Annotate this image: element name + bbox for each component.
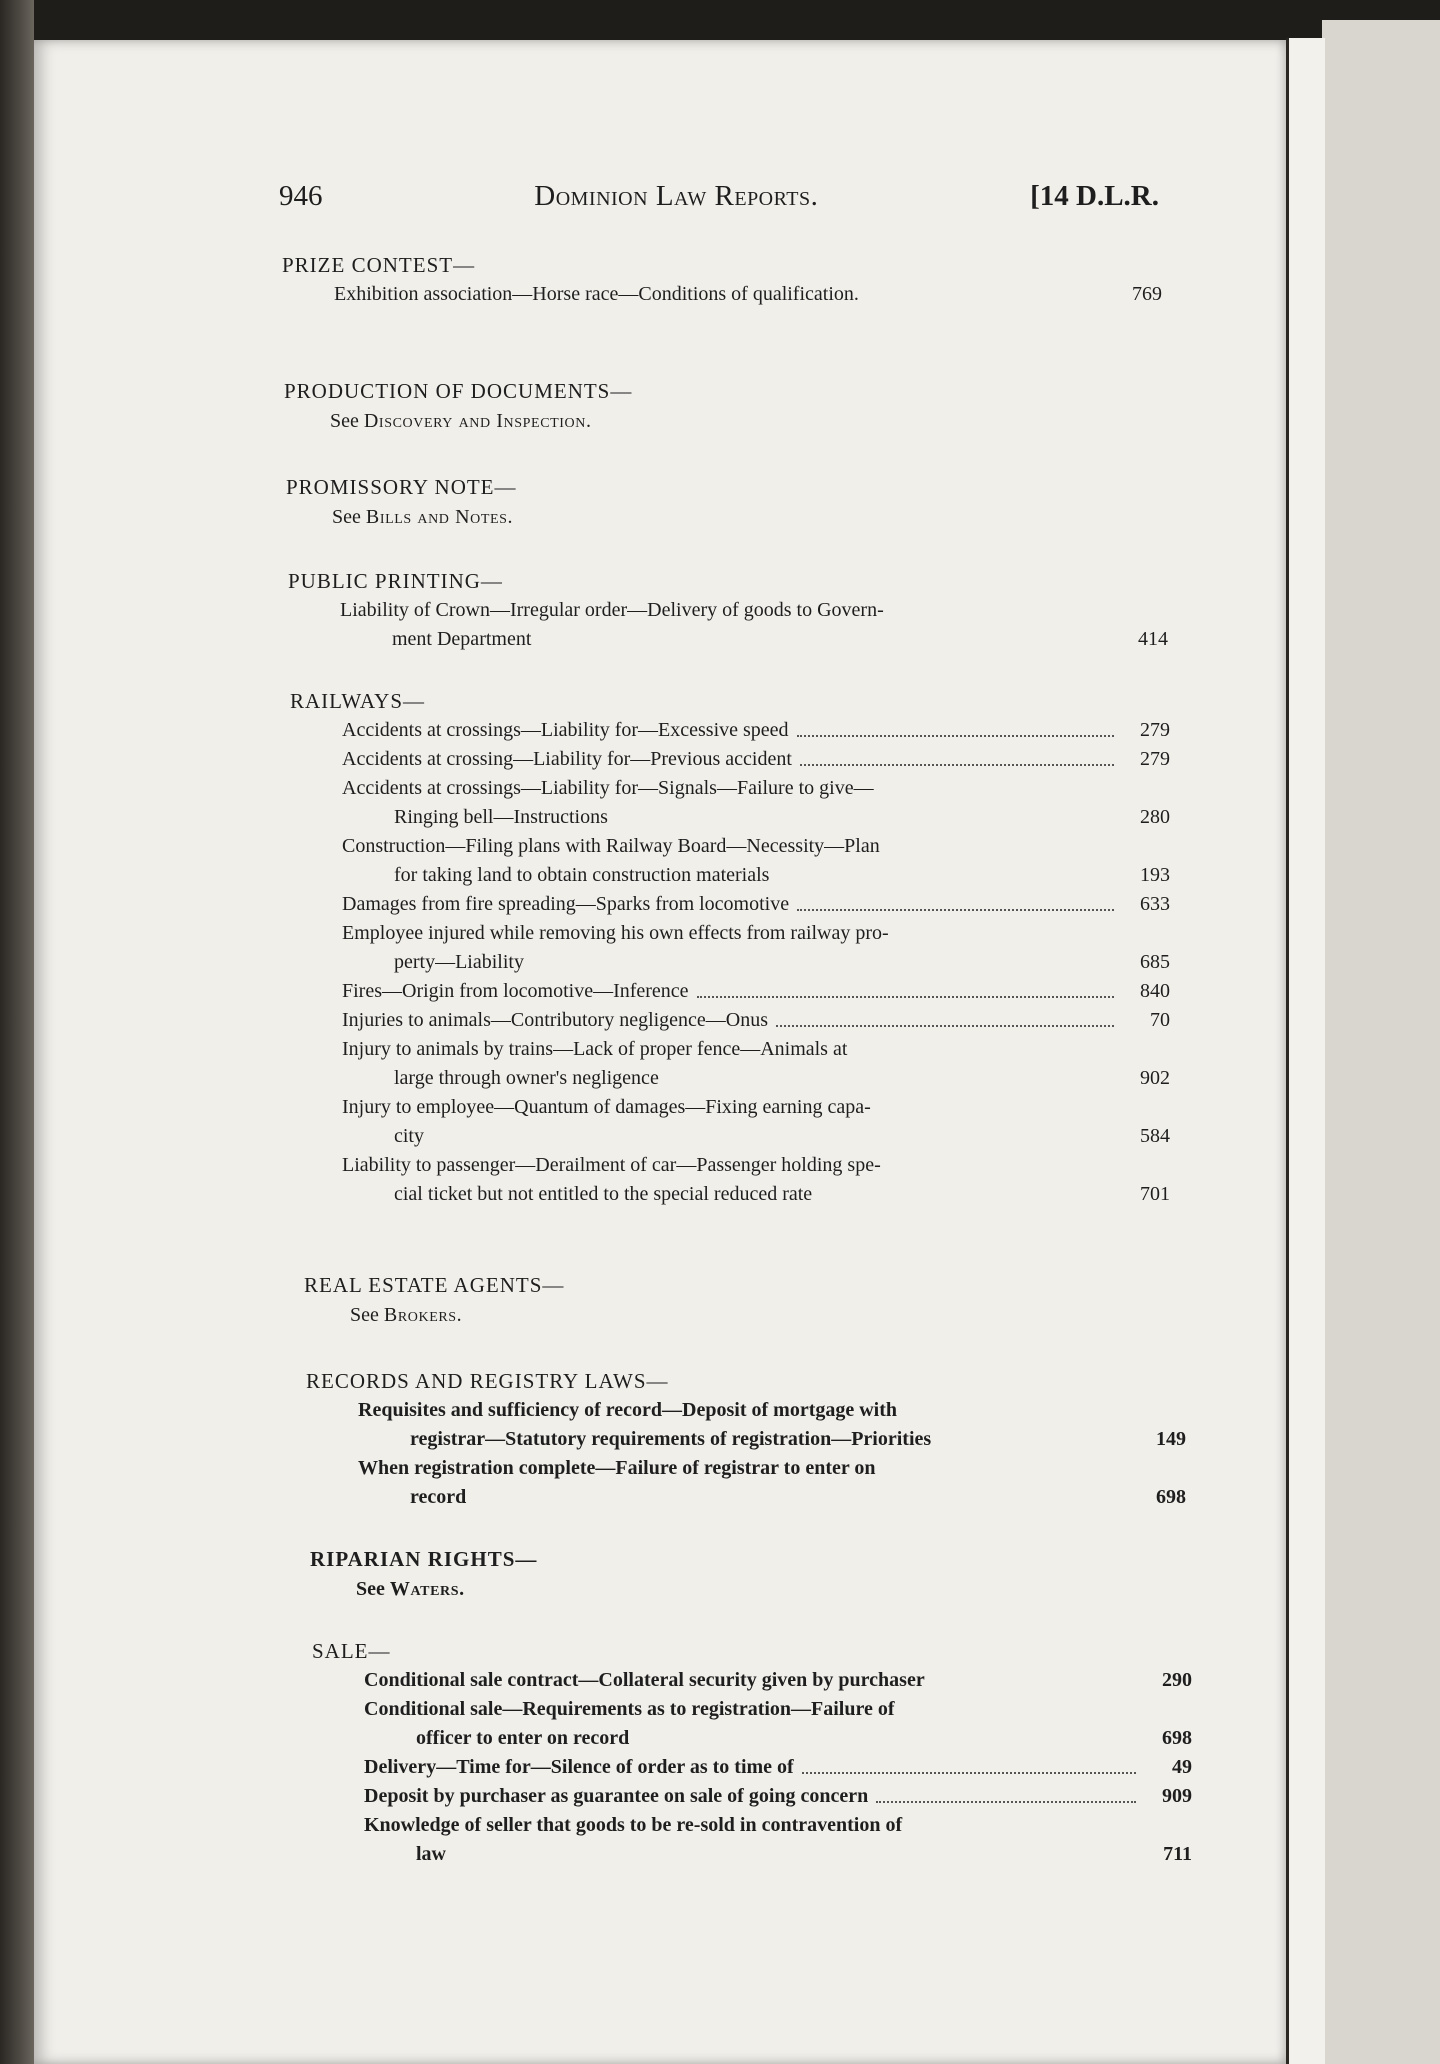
entry-line-1: Accidents at crossings—Liability for—Excessive speed xyxy=(342,719,789,741)
index-entry xyxy=(290,977,1170,1006)
entry-page: 698 xyxy=(1162,1727,1192,1749)
leader-dots xyxy=(876,1801,1136,1803)
entry-line-1: Requisites and sufficiency of record—Deposit of mortgage with xyxy=(358,1399,898,1421)
section-heading: PRODUCTION OF DOCUMENTS— xyxy=(284,379,633,403)
entry-page: 769 xyxy=(1132,283,1162,305)
index-entry xyxy=(290,890,1170,919)
see-reference: Bills and Notes. xyxy=(365,506,514,528)
index-entry xyxy=(288,596,1168,654)
leader-dots xyxy=(776,1025,1114,1027)
entry-line-2: law xyxy=(416,1843,446,1865)
entry-page: 70 xyxy=(1150,1009,1170,1031)
index-section-production-of-documents xyxy=(284,376,1164,436)
section-heading: RECORDS AND REGISTRY LAWS— xyxy=(306,1369,669,1393)
see-prefix: See xyxy=(330,410,359,432)
page-header xyxy=(279,180,1159,213)
entry-line-2: ment Department xyxy=(392,628,532,650)
entry-page: 902 xyxy=(1140,1067,1170,1089)
index-entry xyxy=(306,1396,1186,1454)
entry-line-2: registrar—Statutory requirements of registration—Priorities xyxy=(410,1428,932,1450)
entry-line-2: perty—Liability xyxy=(394,951,524,973)
index-entry xyxy=(282,280,1162,309)
see-prefix: See xyxy=(332,506,361,528)
entry-line-1: Injury to employee—Quantum of damages—Fixing earning capa- xyxy=(342,1096,871,1118)
see-reference: Waters. xyxy=(389,1578,465,1600)
section-heading: SALE— xyxy=(312,1639,391,1663)
leader-dots xyxy=(797,735,1114,737)
see-reference: Brokers. xyxy=(383,1304,463,1326)
volume-reference: [14 D.L.R. xyxy=(1030,180,1159,212)
entry-page: 290 xyxy=(1162,1669,1192,1691)
leader-dots xyxy=(802,1772,1136,1774)
index-section-public-printing xyxy=(288,566,1168,654)
entry-text: Exhibition association—Horse race—Conditions of qualification. xyxy=(334,283,859,305)
entry-page: 840 xyxy=(1140,980,1170,1002)
section-heading: PRIZE CONTEST— xyxy=(282,253,476,277)
next-page-edge xyxy=(1322,20,1440,2064)
entry-line-1: Delivery—Time for—Silence of order as to time of xyxy=(364,1756,794,1778)
index-entry xyxy=(290,919,1170,977)
entry-page: 584 xyxy=(1140,1125,1170,1147)
entry-page: 909 xyxy=(1162,1785,1192,1807)
leader-dots xyxy=(697,996,1114,998)
index-section-sale xyxy=(312,1636,1192,1869)
entry-line-2: record xyxy=(410,1486,467,1508)
entry-line-1: Conditional sale contract—Collateral security given by purchaser xyxy=(364,1669,925,1691)
index-section-railways xyxy=(290,686,1170,1209)
entry-line-1: Conditional sale—Requirements as to registration—Failure of xyxy=(364,1698,895,1720)
index-entry xyxy=(306,1454,1186,1512)
entry-line-1: When registration complete—Failure of registrar to enter on xyxy=(358,1457,876,1479)
running-title: Dominion Law Reports. xyxy=(534,180,819,212)
entry-line-1: Accidents at crossings—Liability for—Signals—Failure to give— xyxy=(342,777,874,799)
section-heading: RAILWAYS— xyxy=(290,689,426,713)
index-entry xyxy=(290,716,1170,745)
leader-dots xyxy=(800,764,1114,766)
entry-page: 280 xyxy=(1140,806,1170,828)
see-reference: Discovery and Inspection. xyxy=(363,410,592,432)
entry-line-1: Accidents at crossing—Liability for—Previous accident xyxy=(342,748,792,770)
leader-dots xyxy=(797,909,1114,911)
index-entry xyxy=(312,1753,1192,1782)
entry-line-1: Injury to animals by trains—Lack of proper fence—Animals at xyxy=(342,1038,848,1060)
see-prefix: See xyxy=(356,1578,385,1600)
entry-line-2: cial ticket but not entitled to the special reduced rate xyxy=(394,1183,813,1205)
index-entry xyxy=(312,1695,1192,1753)
page-margin-edge xyxy=(1286,38,1325,2064)
index-entry xyxy=(290,745,1170,774)
entry-page: 193 xyxy=(1140,864,1170,886)
index-entry xyxy=(290,1151,1170,1209)
entry-page: 149 xyxy=(1156,1428,1186,1450)
entry-line-1: Knowledge of seller that goods to be re-sold in contravention of xyxy=(364,1814,903,1836)
entry-page: 698 xyxy=(1156,1486,1186,1508)
entry-line-1: Employee injured while removing his own effects from railway pro- xyxy=(342,922,889,944)
scan-binding-shadow xyxy=(0,0,34,2064)
entry-page: 633 xyxy=(1140,893,1170,915)
entry-line-1: Fires—Origin from locomotive—Inference xyxy=(342,980,689,1002)
index-section-promissory-note xyxy=(286,472,1166,532)
entry-line-1: Liability to passenger—Derailment of car—Passenger holding spe- xyxy=(342,1154,881,1176)
index-section-records-and-registry-laws xyxy=(306,1366,1186,1512)
section-heading: REAL ESTATE AGENTS— xyxy=(304,1273,565,1297)
index-entry xyxy=(290,774,1170,832)
entry-page: 685 xyxy=(1140,951,1170,973)
index-entry xyxy=(312,1782,1192,1811)
entry-line-1: Damages from fire spreading—Sparks from locomotive xyxy=(342,893,790,915)
entry-page: 49 xyxy=(1172,1756,1192,1778)
entry-page: 414 xyxy=(1138,628,1168,650)
index-section-prize-contest xyxy=(282,250,1162,309)
document-page xyxy=(34,40,1286,2064)
cross-reference xyxy=(286,502,1166,532)
index-entry xyxy=(290,1093,1170,1151)
entry-line-2: Ringing bell—Instructions xyxy=(394,806,608,828)
section-heading: PROMISSORY NOTE— xyxy=(286,475,517,499)
entry-line-2: for taking land to obtain construction materials xyxy=(394,864,770,886)
cross-reference xyxy=(310,1574,1190,1604)
entry-page: 711 xyxy=(1163,1843,1192,1865)
index-entry xyxy=(290,832,1170,890)
entry-line-1: Construction—Filing plans with Railway Board—Necessity—Plan xyxy=(342,835,880,857)
entry-line-2: city xyxy=(394,1125,424,1147)
see-prefix: See xyxy=(350,1304,379,1326)
section-heading: RIPARIAN RIGHTS— xyxy=(310,1547,538,1571)
entry-page: 279 xyxy=(1140,719,1170,741)
entry-page: 279 xyxy=(1140,748,1170,770)
index-entry xyxy=(290,1035,1170,1093)
index-entry xyxy=(312,1811,1192,1869)
page-number: 946 xyxy=(279,180,323,212)
entry-line-1: Liability of Crown—Irregular order—Delivery of goods to Govern- xyxy=(340,599,884,621)
entry-page: 701 xyxy=(1140,1183,1170,1205)
entry-line-2: officer to enter on record xyxy=(416,1727,630,1749)
index-entry xyxy=(290,1006,1170,1035)
cross-reference xyxy=(304,1300,1184,1330)
section-heading: PUBLIC PRINTING— xyxy=(288,569,503,593)
entry-line-2: large through owner's negligence xyxy=(394,1067,659,1089)
entry-line-1: Deposit by purchaser as guarantee on sale of going concern xyxy=(364,1785,869,1807)
entry-line-1: Injuries to animals—Contributory negligence—Onus xyxy=(342,1009,769,1031)
cross-reference xyxy=(284,406,1164,436)
index-section-real-estate-agents xyxy=(304,1270,1184,1330)
index-section-riparian-rights xyxy=(310,1544,1190,1604)
index-entry xyxy=(312,1666,1192,1695)
